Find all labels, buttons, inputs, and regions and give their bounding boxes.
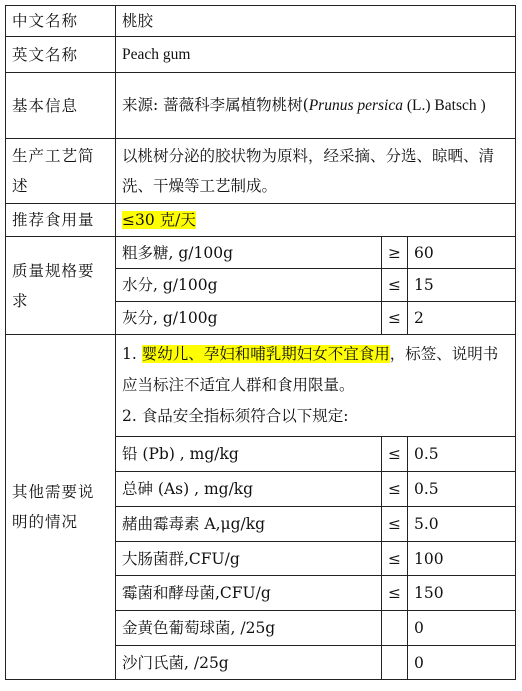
safety-operator <box>382 646 408 680</box>
note2: 2. 食品安全指标须符合以下规定: <box>122 407 349 425</box>
safety-operator: ≤ <box>382 437 408 472</box>
other-notes-row <box>6 335 516 437</box>
safety-operator: ≤ <box>382 542 408 576</box>
row-chinese-name <box>6 6 516 37</box>
quality-item: 粗多糖, g/100g <box>116 237 382 269</box>
safety-value: 0 <box>408 611 516 646</box>
english-name-value: Peach gum <box>116 37 516 73</box>
spec-table <box>5 5 516 680</box>
row-process <box>6 139 516 204</box>
basic-info-suffix: (L.) Batsch ) <box>403 97 486 114</box>
row-dosage <box>6 204 516 237</box>
safety-operator <box>382 611 408 646</box>
safety-item: 大肠菌群,CFU/g <box>116 542 382 576</box>
note1-number: 1. <box>122 345 142 363</box>
dosage-label: 推荐食用量 <box>6 204 116 237</box>
basic-info-label: 基本信息 <box>6 73 116 139</box>
safety-value: 0.5 <box>408 437 516 472</box>
safety-item: 金黄色葡萄球菌, /25g <box>116 611 382 646</box>
safety-operator: ≤ <box>382 472 408 507</box>
other-notes <box>116 335 516 437</box>
safety-item: 总砷 (As) , mg/kg <box>116 472 382 507</box>
quality-operator: ≤ <box>382 302 408 335</box>
safety-value: 150 <box>408 576 516 611</box>
row-basic-info <box>6 73 516 139</box>
other-label: 其他需要说明的情况 <box>6 335 116 680</box>
process-label: 生产工艺简述 <box>6 139 116 204</box>
quality-operator: ≤ <box>382 269 408 302</box>
quality-label: 质量规格要求 <box>6 237 116 335</box>
basic-info-value <box>116 73 516 139</box>
safety-item: 铅 (Pb) , mg/kg <box>116 437 382 472</box>
chinese-name-label: 中文名称 <box>6 6 116 37</box>
safety-value: 100 <box>408 542 516 576</box>
quality-item: 水分, g/100g <box>116 269 382 302</box>
chinese-name-value: 桃胶 <box>116 6 516 37</box>
quality-value: 2 <box>408 302 516 335</box>
safety-value: 0.5 <box>408 472 516 507</box>
english-name-label: 英文名称 <box>6 37 116 73</box>
dosage-value: ≤30 克/天 <box>122 211 196 229</box>
quality-value: 15 <box>408 269 516 302</box>
quality-operator: ≥ <box>382 237 408 269</box>
safety-item: 沙门氏菌, /25g <box>116 646 382 680</box>
safety-value: 5.0 <box>408 507 516 542</box>
safety-operator: ≤ <box>382 576 408 611</box>
row-english-name <box>6 37 516 73</box>
process-value: 以桃树分泌的胶状物为原料，经采摘、分选、晾晒、清洗、干燥等工艺制成。 <box>116 139 516 204</box>
safety-item: 赭曲霉毒素 A,μg/kg <box>116 507 382 542</box>
dosage-cell <box>116 204 516 237</box>
safety-value: 0 <box>408 646 516 680</box>
quality-row <box>6 237 516 269</box>
note1-highlight: 婴幼儿、孕妇和哺乳期妇女不宜食用 <box>141 345 390 363</box>
basic-info-prefix: 来源: 蔷薇科李属植物桃树( <box>122 96 309 114</box>
note1-rest: ，标签、说明书应当标注不适宜人群和食用限量。 <box>122 345 499 394</box>
safety-item: 霉菌和酵母菌,CFU/g <box>116 576 382 611</box>
quality-value: 60 <box>408 237 516 269</box>
safety-operator: ≤ <box>382 507 408 542</box>
quality-item: 灰分, g/100g <box>116 302 382 335</box>
basic-info-latin: Prunus persica <box>308 97 403 114</box>
